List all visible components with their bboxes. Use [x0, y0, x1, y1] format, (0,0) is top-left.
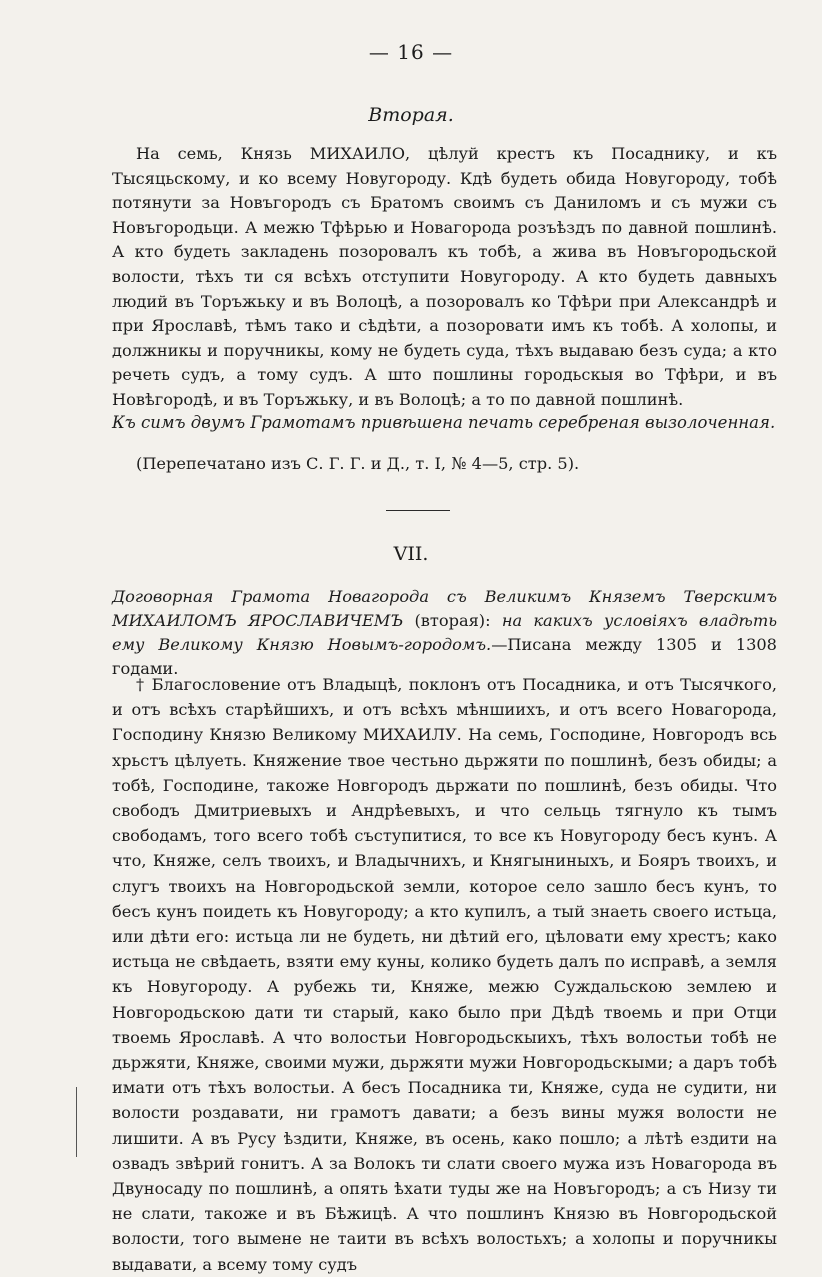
heading-title: Договорная Грамота Новагорода съ Великимъ Княземъ Тверскимъ МИХАИЛОМЪ ЯРОСЛАВИЧЕМЪ	[112, 587, 777, 630]
section-title: Вторая.	[368, 104, 454, 126]
page-number: — 16 —	[368, 40, 454, 64]
heading-subject: на какихъ условіяхъ владѣть ему Великому Князю Новымъ-городомъ.	[112, 611, 778, 654]
paragraph-1: На семь, Князь МИХАИЛО, цѣлуй крестъ къ Посаднику, и къ Тысяцьскому, и ко всему Новугороду. Кдѣ будеть обида Новугороду, тобѣ потянути за Новъгородъ съ Братомъ своимъ съ Даниломъ и съ мужи съ Новъгородьци. А межю Тфѣрью и Новагорода розъѣздъ по давной пошлинѣ. А кто будеть закладень позоровалъ къ тобѣ, а жива въ Новъгородьской волости, тѣхъ ти ся всѣхъ отступити Новугороду. А кто будеть давныхъ людий въ Торъжьку и въ Волоцѣ, а позоровалъ ко Тфѣри при Александрѣ и при Ярославѣ, тѣмъ тако и сѣдѣти, а позоровати имъ къ тобѣ. А холопы, и должникы и поручникы, кому не будеть суда, тѣхъ выдаваю безъ суда; а кто речеть судъ, а тому судъ. А што пошлины городьскыя во Тфѣри, и въ Новѣгородѣ, и въ Торъжьку, и въ Волоцѣ; а то по давной пошлинѣ.	[112, 144, 777, 409]
paragraph-4: † Благословение отъ Владыцѣ, поклонъ отъ Посадника, и отъ Тысячкого, и отъ всѣхъ старѣйшихъ, и отъ всѣхъ мѣншиихъ, и отъ всего Новагорода, Господину Князю Великому МИХАИЛУ. На семь, Господине, Новгородъ всь хрьстъ цѣлуеть. Княжение твое честьно дьржяти по пошлинѣ, безъ обиды; а тобѣ, Господине, такоже Новгородъ дьржати по пошлинѣ, безъ обиды. Что свободъ Дмитриевыхъ и Андрѣевыхъ, и что сельць тягнуло къ тымъ свободамъ, того всего тобѣ съступитися, то все къ Новугороду бесъ кунъ. А что, Княже, селъ твоихъ, и Владычнихъ, и Княгыниныхъ, и Бояръ твоихъ, и слугъ твоихъ на Новгородьской земли, которое село зашло бесъ кунъ, то бесъ кунъ поидеть къ Новугороду; а кто купилъ, а тый знаеть своего истьца, или дѣти его: истьца ли не будеть, ни дѣтий его, цѣловати ему хрестъ; како истьца не свѣдаеть, взяти ему куны, колико будеть далъ по исправѣ, а земля къ Новугороду. А рубежь ти, Княже, межю Суждальскою землею и Новгородьскою дати ти старый, како было при Дѣдѣ твоемь и при Отци твоемь Ярославѣ. А что волостьи Новгородьскыихъ, тѣхъ волостьи тобѣ не дьржяти, Княже, своими мужи, дьржяти мужи Новгородьскыми; а даръ тобѣ имати отъ тѣхъ волостьи. А бесъ Посадника ти, Княже, суда не судити, ни волости роздавати, ни грамотъ давати; а безъ вины мужя волости не лишити. А въ Русу ѣздити, Княже, въ осень, како пошло; а лѣтѣ ездити на озвадъ звѣрий гонитъ. А за Волокъ ти слати своего мужа изъ Новагорода въ Двуносаду по пошлинѣ, а опять ѣхати туды же на Новъгородъ; а съ Низу ти не слати, такоже и въ Бѣжицѣ. А что пошлинъ Князю въ Новгородьской волости, того вымене не таити въ всѣхъ волостьхъ; а холопы и поручникы выдавати, а всему тому судъ	[112, 675, 777, 1274]
heading-note: (вторая):	[403, 611, 502, 630]
section-divider	[386, 510, 450, 511]
heading-date: —Писана между 1305 и 1308 годами.	[112, 635, 777, 678]
seal-note: Къ симъ двумъ Грамотамъ привѣшена печать серебреная вызолоченная.	[112, 413, 776, 432]
document-heading	[112, 585, 777, 681]
margin-mark	[76, 1087, 80, 1157]
chapter-number: VII.	[393, 543, 429, 565]
source-citation: (Перепечатано изъ С. Г. Г. и Д., т. I, № 4—5, стр. 5).	[136, 454, 580, 473]
